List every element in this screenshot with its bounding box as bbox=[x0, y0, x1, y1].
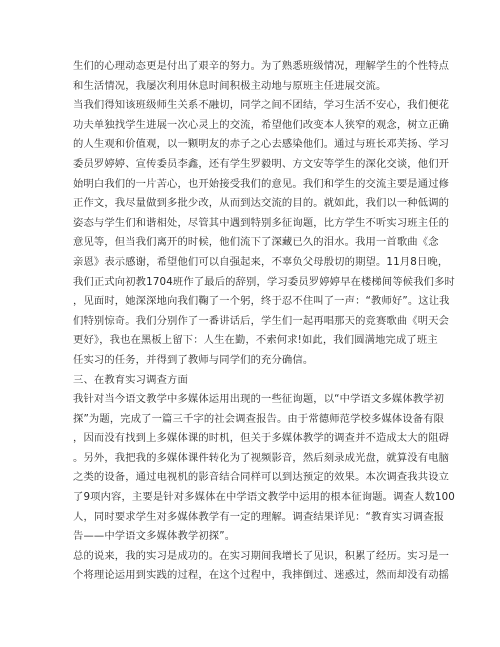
text-line: 总的说来，我的实习是成功的。在实习期间我增长了见识，积累了经历。实习是一 bbox=[73, 549, 450, 562]
text-line: 。另外，我把我的多媒体课件转化为了视频影音，然后刻录成光盘，就算没有电脑 bbox=[73, 451, 450, 464]
text-line: 始明白我们的一片苦心，也开始接受我们的意见。我们和学生的交流主要是通过修 bbox=[73, 177, 450, 190]
text-line: 之类的设备，通过电视机的影音结合同样可以到达预定的效果。本次调查我共设立 bbox=[73, 471, 450, 484]
text-line: 的人生观和价值观，以一颗明友的赤子之心去感染他们。通过与班长邓芙扬、学习 bbox=[73, 138, 450, 151]
document-page bbox=[73, 57, 455, 586]
text-line: ，见面时，她深深地向我们鞠了一个躬，终于忍不住叫了一声：“教师好”。这让我 bbox=[73, 295, 450, 308]
text-line: 个将理论运用到实践的过程，在这个过程中，我摔倒过、迷惑过，然而却没有动摇 bbox=[73, 569, 450, 582]
section-heading: 三、在教育实习调查方面 bbox=[73, 373, 188, 386]
text-line: 姿态与学生们和谐相处，尽管其中遇到特别多征询题，比方学生不听实习班主任的 bbox=[73, 216, 450, 229]
text-line: 委员罗婷婷、宣传委员李鑫，还有学生罗毅明、方文安等学生的深化交谈，他们开 bbox=[73, 157, 450, 170]
text-line: 任实习的任务，并得到了教师与同学们的充分确信。 bbox=[73, 353, 314, 366]
text-line: 功夫单独找学生进展一次心灵上的交流，希望他们改变本人狭窄的观念，树立正确 bbox=[73, 118, 450, 131]
text-line: 当我们得知该班级师生关系不融切，同学之间不团结，学习生活不安心，我们便花 bbox=[73, 99, 450, 112]
text-line: 探”为题，完成了一篇三千字的社会调查报告。由于常德师范学校多媒体设备有限 bbox=[73, 412, 445, 425]
text-line: 意见等，但当我们离开的时候，他们流下了深藏已久的泪水。我用一首歌曲《念 bbox=[73, 236, 439, 249]
text-line: 更好》，我也在黑板上留下：人生在勤，不索何求!如此，我们圆满地完成了班主 bbox=[73, 334, 438, 347]
text-line: 亲恩》表示感谢，希望他们可以自强起来，不辜负父母殷切的期望。11月8日晚， bbox=[73, 255, 449, 268]
text-line: 我们正式向初教1704班作了最后的辞别，学习委员罗婷婷早在楼梯间等候我们多时 bbox=[73, 275, 455, 288]
text-line: 正作文，我尽量做到多批少改，从而到达交流的目的。就如此，我们以一种低调的 bbox=[73, 197, 450, 210]
text-line: 告——中学语文多媒体教学初探”。 bbox=[73, 530, 236, 543]
text-line: ，因而没有找到上多媒体课的时机，但关于多媒体教学的调查并不造成太大的阻碍 bbox=[73, 432, 450, 445]
text-line: 生们的心理动态更是付出了艰辛的努力。为了熟悉班级情况，理解学生的个性特点 bbox=[73, 60, 450, 72]
text-line: 和生活情况，我屡次利用休息时间积极主动地与原班主任进展交流。 bbox=[73, 79, 387, 92]
text-line: 们特别惊奇。我们分别作了一番讲话后，学生们一起再唱那天的竞赛歌曲《明天会 bbox=[73, 314, 450, 327]
text-line: 我针对当今语文教学中多媒体运用出现的一些征询题，以“中学语文多媒体教学初 bbox=[73, 393, 445, 406]
text-line: 了9项内容，主要是针对多媒体在中学语文教学中运用的根本征询题。调查人数100 bbox=[73, 491, 455, 504]
text-line: 人，同时要求学生对多媒体教学有一定的理解。调查结果详见：“教育实习调查报 bbox=[73, 510, 445, 523]
